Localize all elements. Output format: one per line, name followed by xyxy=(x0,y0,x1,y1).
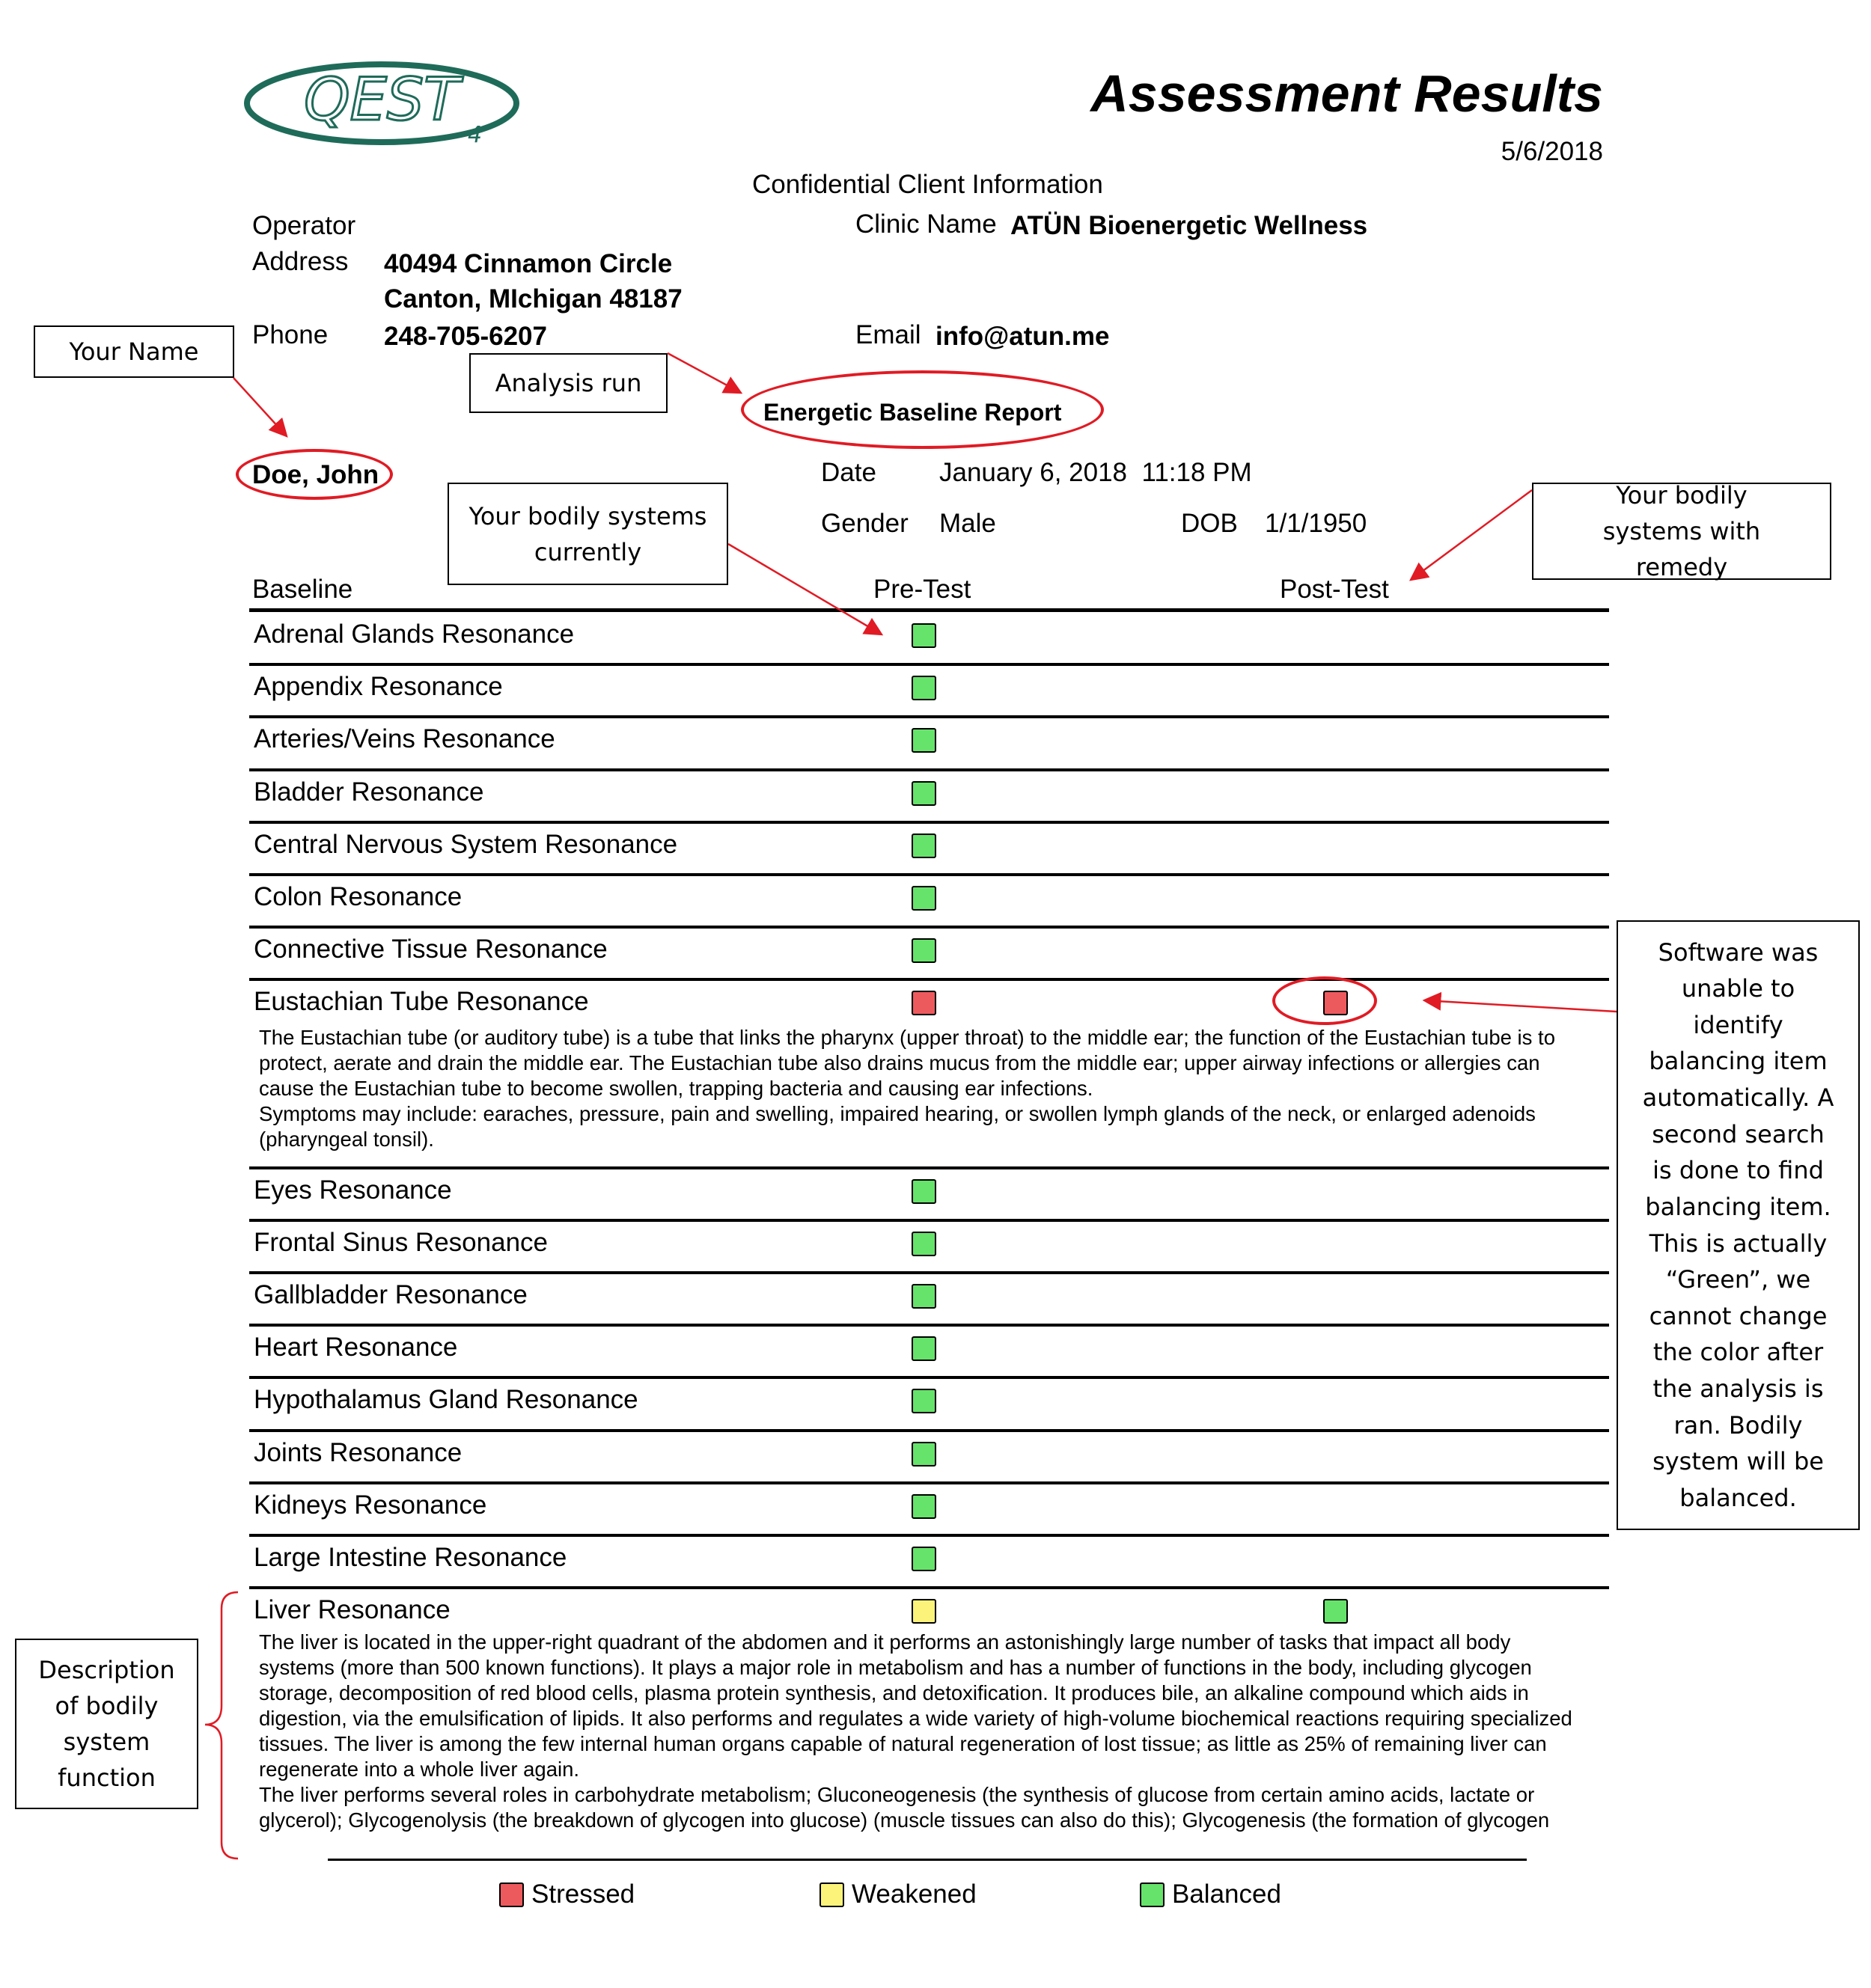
address-line2: Canton, MIchigan 48187 xyxy=(384,284,683,314)
legend-balanced-label: Balanced xyxy=(1172,1880,1281,1909)
legend-stressed-label: Stressed xyxy=(531,1880,635,1909)
row-label: Colon Resonance xyxy=(254,882,463,911)
arrow-analysis-run xyxy=(668,353,741,393)
annotation-systems-currently: Your bodily systems currently xyxy=(448,483,728,585)
liver-desc-p2: The liver performs several roles in carbohydrate metabolism; Gluconeogenesis (the synthesis of glucose from certain amino acids, lactate or glycerol); Glycogenolysis (the breakdown of glycogen into glucose) (muscle tissues can also do this); Glycogenesis (the formation of glycogen xyxy=(259,1783,1550,1832)
arrow-software-note xyxy=(1424,1000,1617,1012)
report-name: Energetic Baseline Report xyxy=(763,399,1062,426)
gender-label: Gender xyxy=(821,509,909,538)
phone-label: Phone xyxy=(252,320,329,349)
dob-label: DOB xyxy=(1181,509,1238,538)
row-label: Large Intestine Resonance xyxy=(254,1543,567,1572)
clinic-label: Clinic Name xyxy=(855,209,997,239)
row-label: Connective Tissue Resonance xyxy=(254,935,608,964)
legend-weakened-label: Weakened xyxy=(852,1880,977,1909)
annotation-analysis-run: Analysis run xyxy=(469,353,668,413)
confidential-heading: Confidential Client Information xyxy=(752,170,1103,199)
print-date: 5/6/2018 xyxy=(1501,137,1603,166)
address-line1: 40494 Cinnamon Circle xyxy=(384,249,673,278)
logo-text: QEST xyxy=(304,67,460,134)
annotation-description: Description of bodily system function xyxy=(15,1639,198,1809)
row-label: Heart Resonance xyxy=(254,1333,458,1362)
annotation-your-name: Your Name xyxy=(34,325,234,378)
row-label: Central Nervous System Resonance xyxy=(254,829,678,859)
col-post-test: Post-Test xyxy=(1280,575,1389,604)
arrow-systems-currently xyxy=(728,544,882,634)
page-title: Assessment Results xyxy=(1090,64,1603,123)
row-label: Kidneys Resonance xyxy=(254,1490,487,1520)
date-value: January 6, 2018 11:18 PM xyxy=(939,458,1252,487)
row-label: Eyes Resonance xyxy=(254,1175,452,1205)
row-label: Bladder Resonance xyxy=(254,777,484,807)
phone-value: 248-705-6207 xyxy=(384,322,547,351)
row-label: Hypothalamus Gland Resonance xyxy=(254,1385,638,1415)
arrow-systems-remedy xyxy=(1411,490,1532,580)
row-label: Adrenal Glands Resonance xyxy=(254,620,575,649)
row-label: Joints Resonance xyxy=(254,1437,463,1467)
description-brace xyxy=(205,1592,238,1859)
arrow-your-name xyxy=(234,378,287,436)
col-baseline: Baseline xyxy=(252,575,353,604)
eustachian-desc-p1: The Eustachian tube (or auditory tube) is a tube that links the pharynx (upper throat) to the middle ear; the function of the Eustachian tube is to protect, aerate and drain the middle ear. The Eustachian tube also drains mucus from the middle ear; upper airway infections or allergies can cause the Eustachian tube to become swollen, trapping bacteria and causing ear infections. xyxy=(259,1026,1555,1100)
row-label: Arteries/Veins Resonance xyxy=(254,724,555,754)
liver-desc-p1: The liver is located in the upper-right quadrant of the abdomen and it performs an astonishingly large number of tasks that impact all body systems (more than 500 known functions). It plays a major role in metabolism and has a number of functions in the body, including glycogen storage, decomposition of red blood cells, plasma protein synthesis, and detoxification. It produces bile, an alkaline compound which aids in digestion, via the emulsification of lipids. It also performs and regulates a wide variety of high-volume biochemical reactions requiring specialized tissues. The liver is among the few internal human organs capable of natural regeneration of lost tissue; as little as 25% of remaining liver can regenerate into a whole liver again. xyxy=(259,1630,1572,1781)
col-pre-test: Pre-Test xyxy=(873,575,971,604)
eustachian-desc-p2: Symptoms may include: earaches, pressure, pain and swelling, impaired hearing, or swollen lymph glands of the neck, or enlarged adenoids (pharyngeal tonsil). xyxy=(259,1102,1536,1151)
logo-subtext: 4 xyxy=(468,122,483,148)
gender-value: Male xyxy=(939,509,996,538)
annotation-software-note: Software was unable to identify balancing item automatically. A second search is done to find balancing item. This is actually “Green”, we cannot change the color after the analysis is ran. Bodily system will be balanced. xyxy=(1617,920,1860,1530)
date-label: Date xyxy=(821,458,876,487)
dob-value: 1/1/1950 xyxy=(1265,509,1367,538)
row-label: Frontal Sinus Resonance xyxy=(254,1227,548,1257)
annotation-systems-remedy: Your bodily systems with remedy xyxy=(1532,483,1831,580)
row-label: Liver Resonance xyxy=(254,1595,451,1625)
row-label: Appendix Resonance xyxy=(254,672,503,702)
clinic-name: ATÜN Bioenergetic Wellness xyxy=(1010,211,1368,240)
client-name: Doe, John xyxy=(252,460,379,489)
address-label: Address xyxy=(252,247,349,276)
row-label: Gallbladder Resonance xyxy=(254,1280,528,1309)
email-value: info@atun.me xyxy=(935,322,1110,351)
email-label: Email xyxy=(855,320,921,349)
operator-label: Operator xyxy=(252,211,356,240)
row-label: Eustachian Tube Resonance xyxy=(254,987,589,1017)
